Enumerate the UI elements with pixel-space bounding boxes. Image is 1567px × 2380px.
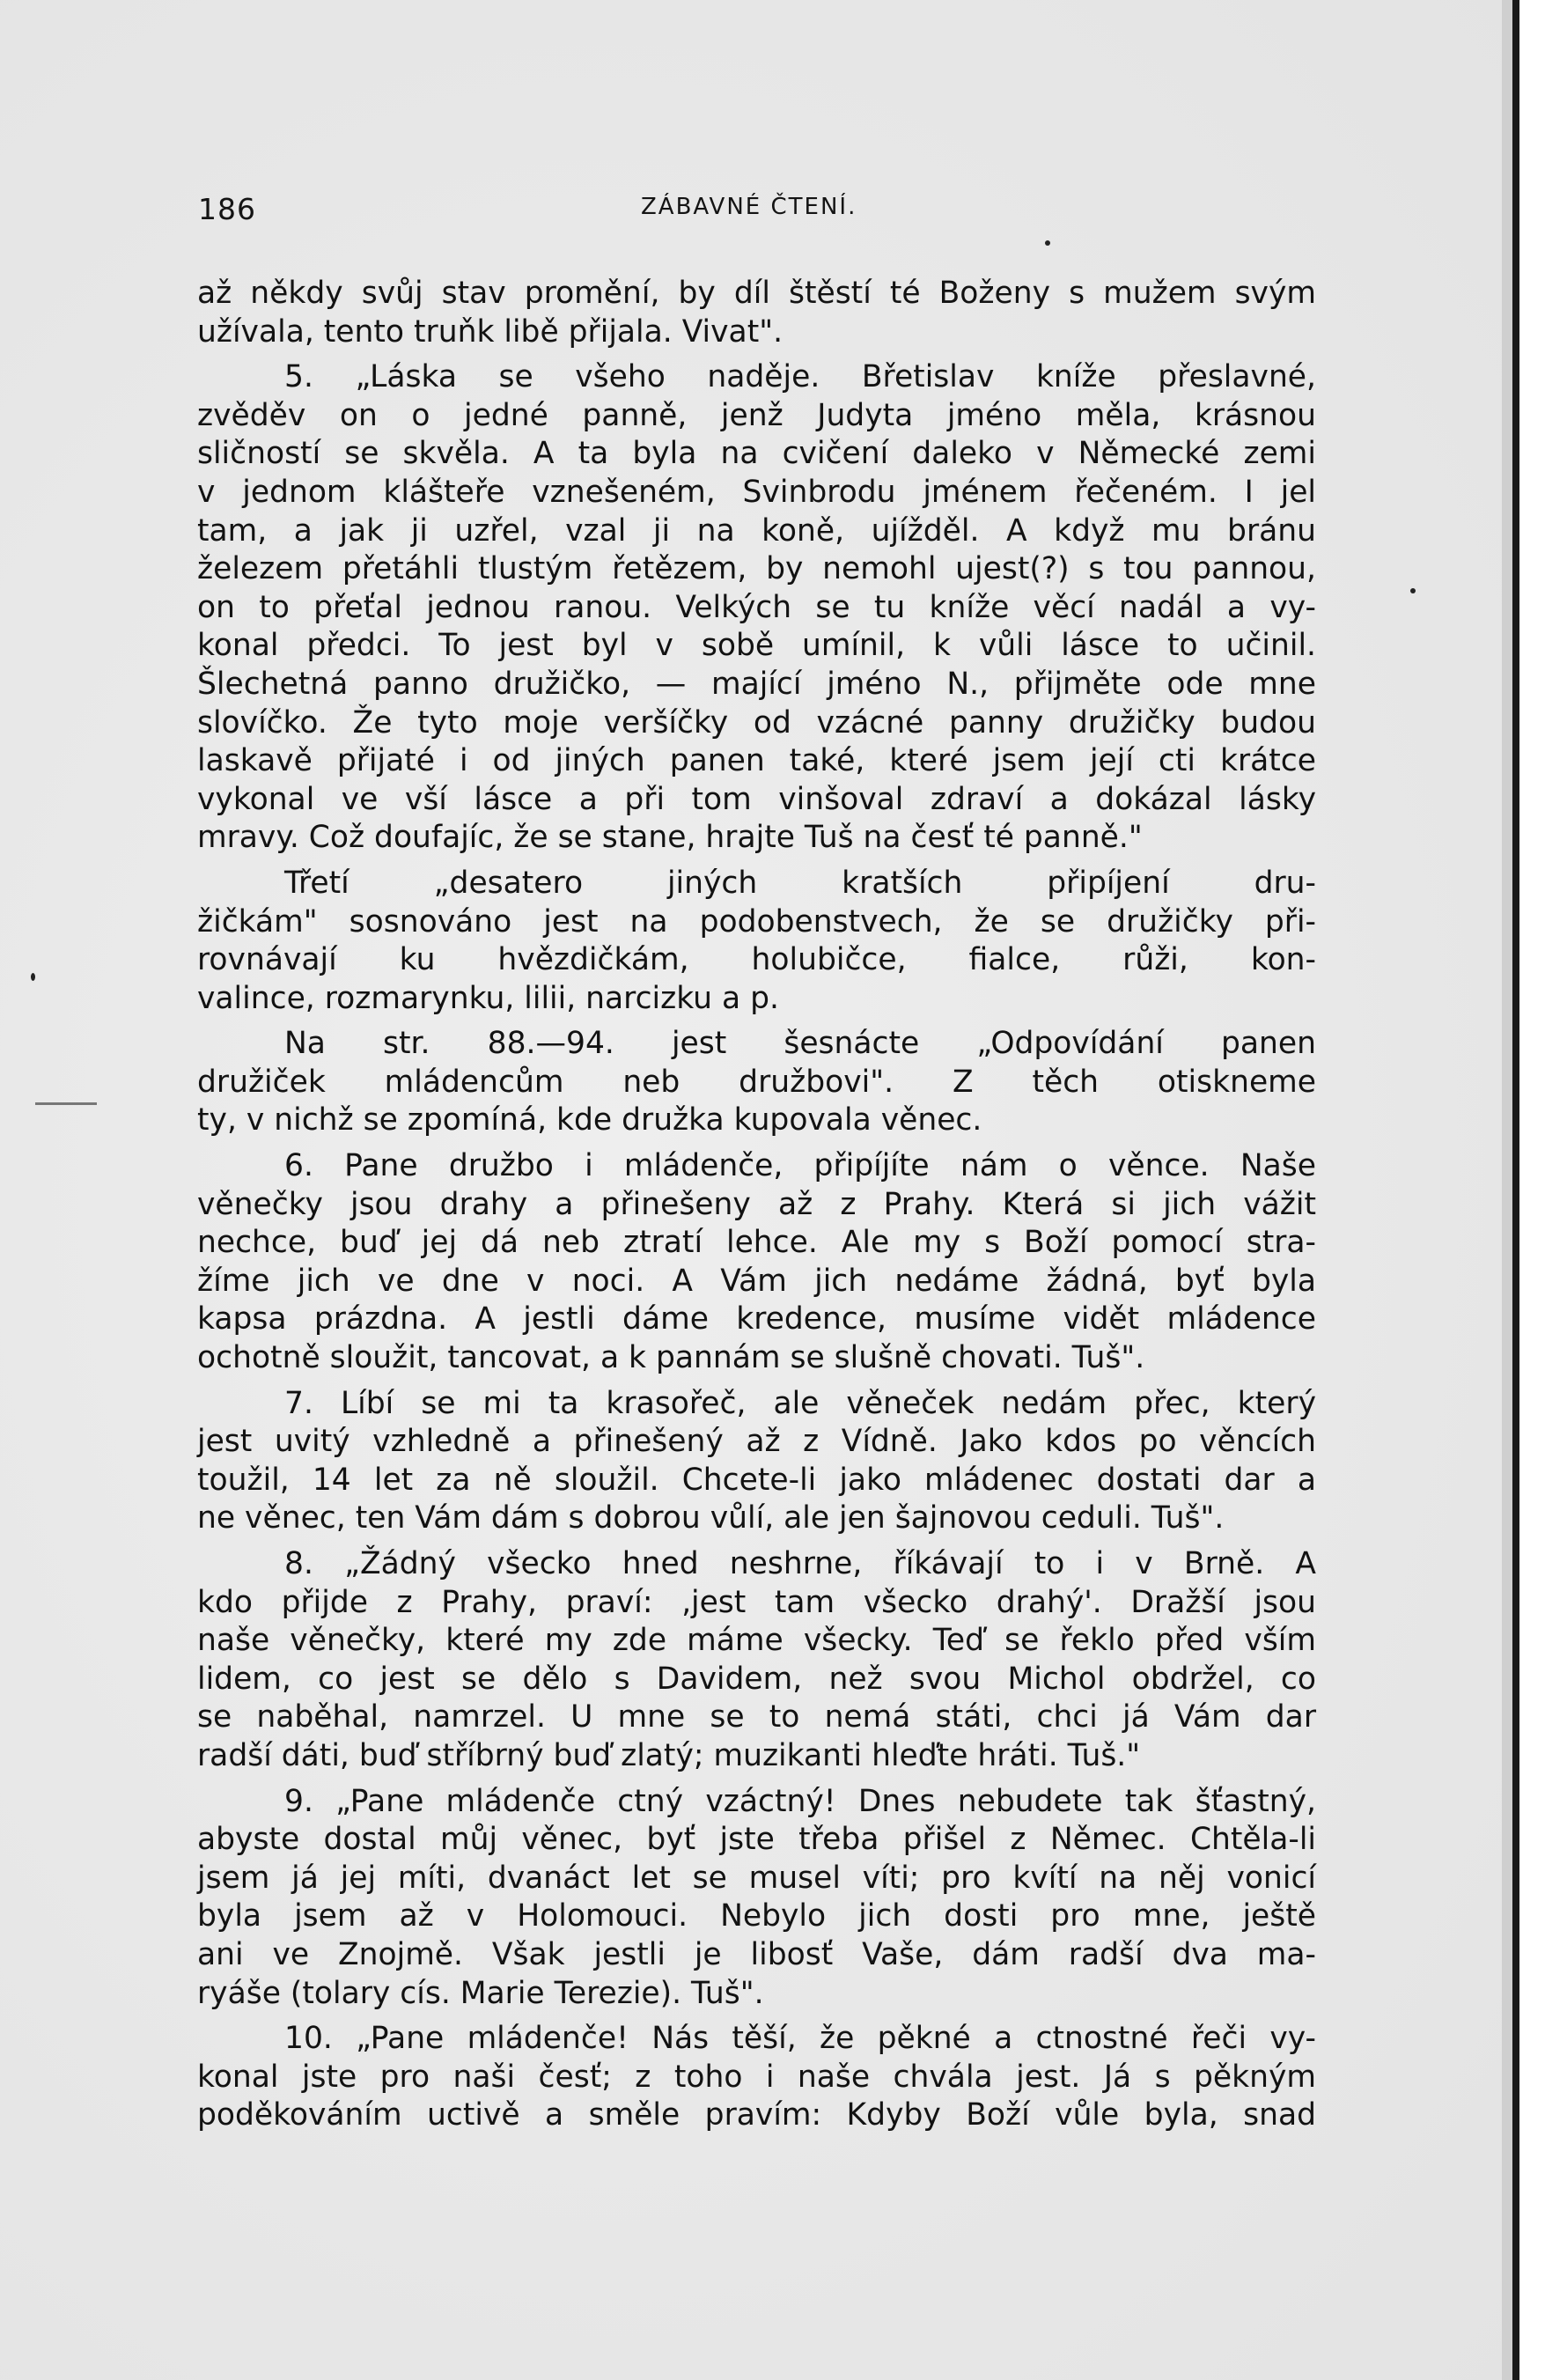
page-edge-shadow: [1502, 0, 1512, 2380]
text-line: vykonal ve vší lásce a při tom vinšoval zdraví a dokázal lásky: [197, 781, 1316, 817]
text-line: jsem já jej míti, dvanáct let se musel víti; pro kvítí na něj vonicí: [197, 1860, 1316, 1896]
text-line: 9. „Pane mládenče ctný vzáctný! Dnes nebudete tak šťastný,: [284, 1783, 1316, 1819]
text-line: ochotně sloužit, tancovat, a k pannám se slušně chovati. Tuš".: [197, 1340, 1145, 1376]
text-line: ryáše (tolary cís. Marie Terezie). Tuš".: [197, 1975, 764, 2011]
paragraph: [197, 1545, 1316, 1776]
text-line: 7. Líbí se mi ta krasořeč, ale věneček nedám přec, který: [284, 1385, 1316, 1421]
paragraph: [197, 1147, 1316, 1378]
text-line: naše věnečky, které my zde máme všecky. Teď se řeklo před vším: [197, 1623, 1316, 1659]
text-line: železem přetáhli tlustým řetězem, by nemohl ujest(?) s tou pannou,: [197, 551, 1316, 587]
body-text: [197, 275, 1316, 2135]
text-line: žíme jich ve dne v noci. A Vám jich nedáme žádná, byť byla: [197, 1263, 1316, 1299]
text-line: Na str. 88.—94. jest šesnácte „Odpovídání panen: [284, 1026, 1316, 1062]
text-line: ne věnec, ten Vám dám s dobrou vůlí, ale jen šajnovou ceduli. Tuš".: [197, 1500, 1225, 1536]
text-line: toužil, 14 let za ně sloužil. Chcete-li jako mládenec dostati dar a: [197, 1462, 1316, 1498]
text-line: ani ve Znojmě. Však jestli je libosť Vaše, dám radší dva ma-: [197, 1936, 1316, 1972]
ink-speck: [31, 973, 35, 981]
text-line: žičkám" sosnováno jest na podobenstvech, že se družičky při-: [197, 903, 1316, 939]
paragraph: [197, 1783, 1316, 2014]
text-line: Třetí „desatero jiných kratších připíjení dru-: [284, 865, 1316, 901]
text-line: až někdy svůj stav promění, by díl štěstí té Boženy s mužem svým: [197, 276, 1316, 311]
paragraph: [197, 1025, 1316, 1140]
page-edge-dark: [1512, 0, 1519, 2380]
ink-speck: [1410, 588, 1416, 593]
ink-speck: [1045, 240, 1050, 246]
text-line: kdo přijde z Prahy, praví: ‚jest tam všecko drahý'. Dražší jsou: [197, 1584, 1316, 1620]
text-line: 8. „Žádný všecko hned neshrne, říkávají to i v Brně. A: [284, 1546, 1316, 1581]
text-line: nechce, buď jej dá neb ztratí lehce. Ale my s Boží pomocí stra-: [197, 1225, 1316, 1261]
text-line: on to přeťal jednou ranou. Velkých se tu kníže věcí nadál a vy-: [197, 589, 1316, 625]
text-line: 10. „Pane mládenče! Nás těší, že pěkné a ctnostné řeči vy-: [284, 2021, 1316, 2057]
text-line: byla jsem až v Holomouci. Nebylo jich dosti pro mne, ještě: [197, 1898, 1316, 1934]
text-line: 5. „Láska se všeho naděje. Břetislav kníže přeslavné,: [284, 359, 1316, 395]
text-line: mravy. Což doufajíc, že se stane, hrajte Tuš na česť té panně.": [197, 820, 1143, 856]
text-line: Šlechetná panno družičko, — mající jméno N., přijměte ode mne: [197, 666, 1316, 702]
text-line: ty, v nichž se zpomíná, kde družka kupovala věnec.: [197, 1102, 982, 1138]
text-line: rovnávají ku hvězdičkám, holubičce, fialce, růži, kon-: [197, 942, 1316, 978]
text-line: poděkováním uctivě a směle pravím: Kdyby Boží vůle byla, snad: [197, 2097, 1316, 2133]
text-line: valince, rozmarynku, lilii, narcizku a p.: [197, 980, 779, 1016]
paragraph: [197, 865, 1316, 1018]
text-line: jest uvitý vzhledně a přinešený až z Vídně. Jako kdos po věncích: [197, 1424, 1316, 1460]
text-line: abyste dostal můj věnec, byť jste třeba přišel z Němec. Chtěla-li: [197, 1822, 1316, 1858]
text-line: sličností se skvěla. A ta byla na cvičení daleko v Německé zemi: [197, 436, 1316, 472]
text-line: konal předci. To jest byl v sobě umínil, k vůli lásce to učinil.: [197, 628, 1316, 664]
text-line: lidem, co jest se dělo s Davidem, než svou Michol obdržel, co: [197, 1661, 1316, 1697]
text-line: radší dáti, buď stříbrný buď zlatý; muzikanti hleďte hráti. Tuš.": [197, 1737, 1141, 1773]
paragraph: [197, 1385, 1316, 1538]
text-line: kapsa prázdna. A jestli dáme kredence, musíme vidět mládence: [197, 1301, 1316, 1337]
text-line: věnečky jsou drahy a přinešeny až z Prahy. Která si jich vážit: [197, 1186, 1316, 1222]
paragraph: [197, 358, 1316, 858]
text-line: zvěděv on o jedné panně, jenž Judyta jméno měla, krásnou: [197, 397, 1316, 433]
margin-mark: [35, 1102, 97, 1105]
text-line: tam, a jak ji uzřel, vzal ji na koně, ujížděl. A když mu bránu: [197, 512, 1316, 549]
page-number: 186: [198, 192, 256, 226]
text-line: konal jste pro naši česť; z toho i naše chvála jest. Já s pěkným: [197, 2059, 1316, 2095]
running-head: ZÁBAVNÉ ČTENÍ.: [641, 194, 857, 220]
paragraph: [197, 275, 1316, 351]
text-line: 6. Pane družbo i mládenče, připíjíte nám o věnce. Naše: [284, 1148, 1316, 1184]
text-line: užívala, tento truňk libě přijala. Vivat".: [197, 313, 784, 350]
text-line: družiček mládencům neb družbovi". Z těch otiskneme: [197, 1064, 1316, 1100]
text-line: se naběhal, namrzel. U mne se to nemá státi, chci já Vám dar: [197, 1699, 1316, 1735]
paragraph: [197, 2020, 1316, 2135]
text-line: slovíčko. Že tyto moje veršíčky od vzácné panny družičky budou: [197, 704, 1316, 741]
text-line: laskavě přijaté i od jiných panen také, které jsem její cti krátce: [197, 743, 1316, 779]
text-line: v jednom klášteře vznešeném, Svinbrodu jménem řečeném. I jel: [197, 474, 1316, 510]
